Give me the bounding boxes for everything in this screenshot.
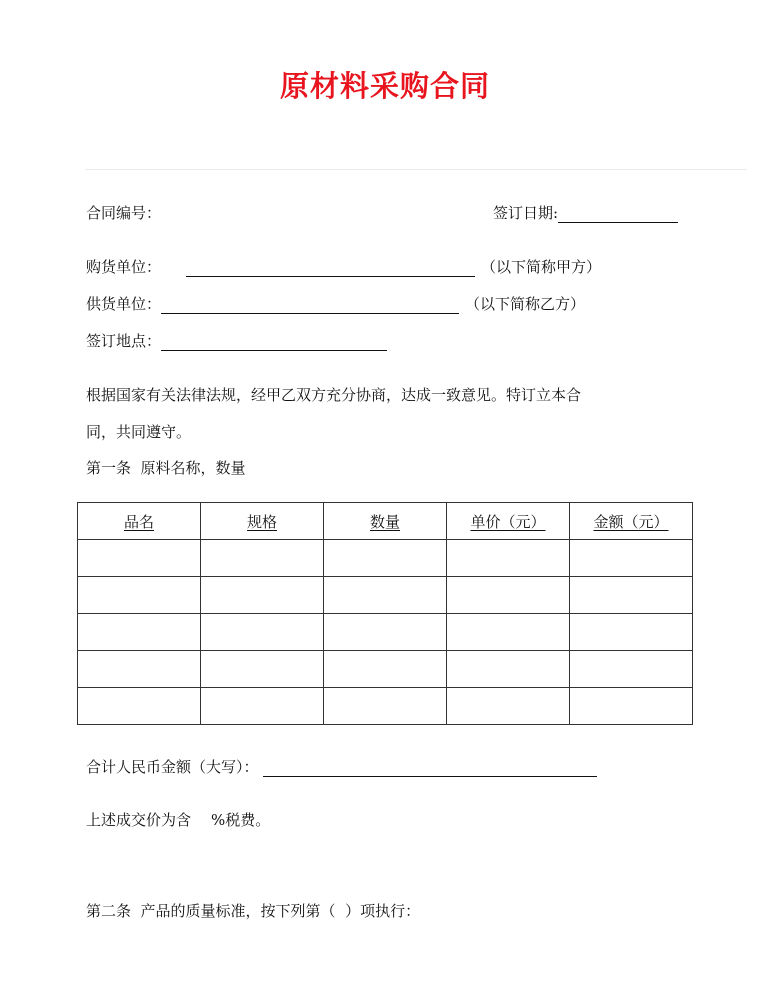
article-1-heading: 第一条 原料名称，数量 [86, 459, 246, 477]
table-cell[interactable] [324, 577, 447, 614]
buyer-row [86, 257, 601, 277]
table-cell[interactable] [447, 651, 570, 688]
supplier-field[interactable] [161, 296, 459, 314]
buyer-suffix: （以下简称甲方） [481, 258, 602, 276]
table-cell[interactable] [78, 651, 201, 688]
table-cell[interactable] [78, 614, 201, 651]
article-2-heading: 第二条 产品的质量标准，按下列第（ ）项执行： [86, 902, 421, 920]
table-cell[interactable] [447, 614, 570, 651]
table-cell[interactable] [570, 688, 693, 725]
col-header-amount: 金额（元） [570, 503, 693, 540]
table-cell[interactable] [78, 577, 201, 614]
table-cell[interactable] [324, 688, 447, 725]
document-title: 原材料采购合同 [279, 69, 490, 103]
sign-date-label: 签订日期: [493, 204, 559, 222]
total-amount-row [86, 757, 597, 777]
table-cell[interactable] [201, 540, 324, 577]
col-header-quantity: 数量 [324, 503, 447, 540]
table-cell[interactable] [201, 577, 324, 614]
table-cell[interactable] [78, 688, 201, 725]
table-cell[interactable] [570, 577, 693, 614]
contract-number-label: 合同编号： [86, 204, 162, 222]
table-cell[interactable] [201, 688, 324, 725]
table-cell[interactable] [201, 614, 324, 651]
table-row [78, 540, 693, 577]
sign-place-row [86, 331, 387, 351]
sign-place-label: 签订地点： [86, 332, 162, 350]
tax-note [86, 810, 270, 830]
preamble-line-1: 根据国家有关法律法规，经甲乙双方充分协商，达成一致意见。特订立本合 [86, 386, 582, 404]
sign-place-field[interactable] [161, 333, 387, 351]
supplier-label: 供货单位： [86, 295, 162, 313]
table-cell[interactable] [324, 651, 447, 688]
supplier-suffix: （以下简称乙方） [465, 295, 586, 313]
table-row [78, 577, 693, 614]
table-header-row [78, 503, 693, 540]
preamble-line-2: 同，共同遵守。 [86, 423, 192, 441]
total-amount-field[interactable] [263, 759, 597, 777]
table-row [78, 688, 693, 725]
table-row [78, 614, 693, 651]
table-cell[interactable] [447, 688, 570, 725]
table-cell[interactable] [324, 614, 447, 651]
table-cell[interactable] [447, 577, 570, 614]
buyer-label: 购货单位： [86, 258, 162, 276]
table-cell[interactable] [201, 651, 324, 688]
sign-date-field[interactable] [558, 205, 678, 223]
col-header-spec: 规格 [201, 503, 324, 540]
supplier-row [86, 294, 585, 314]
materials-table [77, 502, 693, 725]
table-cell[interactable] [570, 540, 693, 577]
buyer-field[interactable] [186, 259, 475, 277]
table-cell[interactable] [447, 540, 570, 577]
title-divider [85, 169, 747, 170]
total-amount-label: 合计人民币金额（大写）： [86, 758, 259, 776]
table-cell[interactable] [324, 540, 447, 577]
table-cell[interactable] [570, 651, 693, 688]
col-header-unit-price: 单价（元） [447, 503, 570, 540]
table-row [78, 651, 693, 688]
table-cell[interactable] [570, 614, 693, 651]
col-header-name: 品名 [78, 503, 201, 540]
sign-date-row [493, 203, 678, 223]
tax-note-prefix: 上述成交价为含 [86, 811, 192, 829]
table-cell[interactable] [78, 540, 201, 577]
tax-note-suffix: %税费。 [211, 811, 271, 829]
